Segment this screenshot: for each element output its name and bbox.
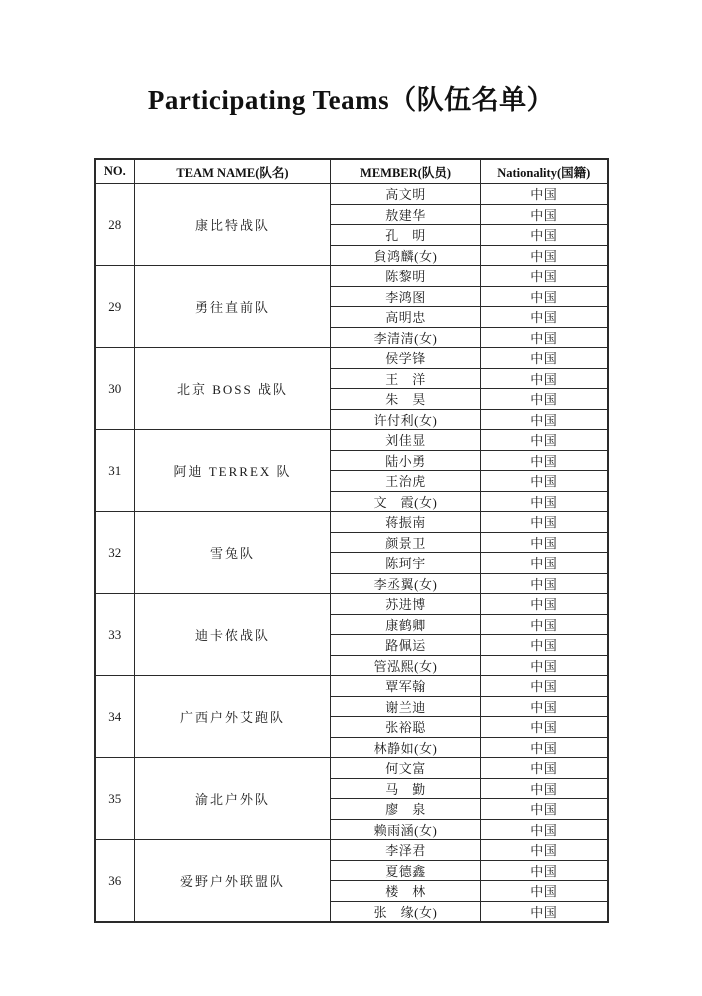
nationality-cell: 中国 [481, 266, 608, 287]
member-row [95, 840, 608, 861]
team-name-cell: 阿迪 TERREX 队 [135, 430, 331, 512]
team-name-cell: 广西户外艾跑队 [135, 676, 331, 758]
team-name-cell: 康比特战队 [135, 184, 331, 266]
team-number-cell: 34 [95, 676, 135, 758]
nationality-cell: 中国 [481, 860, 608, 881]
member-name-cell: 颜景卫 [331, 532, 481, 553]
nationality-cell: 中国 [481, 532, 608, 553]
member-name-cell: 谢兰迪 [331, 696, 481, 717]
member-name-cell: 管泓熙(女) [331, 655, 481, 676]
member-name-cell: 陈珂宇 [331, 553, 481, 574]
team-number-cell: 32 [95, 512, 135, 594]
member-name-cell: 王治虎 [331, 471, 481, 492]
member-name-cell: 许付利(女) [331, 409, 481, 430]
nationality-cell: 中国 [481, 430, 608, 451]
team-number-cell: 35 [95, 758, 135, 840]
nationality-cell: 中国 [481, 225, 608, 246]
table-body [95, 184, 608, 923]
nationality-cell: 中国 [481, 819, 608, 840]
member-name-cell: 夏德鑫 [331, 860, 481, 881]
member-name-cell: 侯学锋 [331, 348, 481, 369]
member-name-cell: 赖雨涵(女) [331, 819, 481, 840]
member-name-cell: 刘佳显 [331, 430, 481, 451]
team-name-cell: 迪卡侬战队 [135, 594, 331, 676]
nationality-cell: 中国 [481, 389, 608, 410]
team-name-cell: 爱野户外联盟队 [135, 840, 331, 923]
member-name-cell: 张 缘(女) [331, 901, 481, 922]
nationality-cell: 中国 [481, 245, 608, 266]
nationality-cell: 中国 [481, 327, 608, 348]
nationality-cell: 中国 [481, 758, 608, 779]
nationality-cell: 中国 [481, 840, 608, 861]
team-number-cell: 33 [95, 594, 135, 676]
nationality-cell: 中国 [481, 901, 608, 922]
member-name-cell: 朱 昊 [331, 389, 481, 410]
member-name-cell: 路佩运 [331, 635, 481, 656]
team-number-cell: 36 [95, 840, 135, 923]
nationality-cell: 中国 [481, 512, 608, 533]
team-name-cell: 勇往直前队 [135, 266, 331, 348]
member-name-cell: 何文富 [331, 758, 481, 779]
table-header-row [95, 159, 608, 184]
nationality-cell: 中国 [481, 286, 608, 307]
member-name-cell: 楼 林 [331, 881, 481, 902]
member-name-cell: 廖 泉 [331, 799, 481, 820]
member-name-cell: 蒋振南 [331, 512, 481, 533]
member-name-cell: 李泽君 [331, 840, 481, 861]
team-name-cell: 渝北户外队 [135, 758, 331, 840]
nationality-cell: 中国 [481, 491, 608, 512]
nationality-cell: 中国 [481, 204, 608, 225]
member-name-cell: 李鸿图 [331, 286, 481, 307]
member-row [95, 594, 608, 615]
nationality-cell: 中国 [481, 717, 608, 738]
team-number-cell: 28 [95, 184, 135, 266]
nationality-cell: 中国 [481, 553, 608, 574]
member-row [95, 348, 608, 369]
nationality-cell: 中国 [481, 676, 608, 697]
nationality-cell: 中国 [481, 573, 608, 594]
nationality-cell: 中国 [481, 635, 608, 656]
team-name-cell: 北京 BOSS 战队 [135, 348, 331, 430]
team-name-cell: 雪兔队 [135, 512, 331, 594]
team-number-cell: 31 [95, 430, 135, 512]
member-name-cell: 李清清(女) [331, 327, 481, 348]
member-row [95, 512, 608, 533]
nationality-cell: 中国 [481, 471, 608, 492]
nationality-cell: 中国 [481, 778, 608, 799]
member-name-cell: 林静如(女) [331, 737, 481, 758]
nationality-cell: 中国 [481, 450, 608, 471]
member-row [95, 758, 608, 779]
nationality-cell: 中国 [481, 368, 608, 389]
member-name-cell: 马 勤 [331, 778, 481, 799]
member-name-cell: 孔 明 [331, 225, 481, 246]
nationality-cell: 中国 [481, 307, 608, 328]
team-number-cell: 29 [95, 266, 135, 348]
member-name-cell: 文 霞(女) [331, 491, 481, 512]
member-row [95, 266, 608, 287]
member-name-cell: 高文明 [331, 184, 481, 205]
nationality-cell: 中国 [481, 348, 608, 369]
header-team-name: TEAM NAME(队名) [135, 159, 331, 184]
member-name-cell: 貟鸿麟(女) [331, 245, 481, 266]
nationality-cell: 中国 [481, 881, 608, 902]
nationality-cell: 中国 [481, 614, 608, 635]
header-no: NO. [95, 159, 135, 184]
member-name-cell: 康鹤卿 [331, 614, 481, 635]
member-name-cell: 覃军翰 [331, 676, 481, 697]
member-name-cell: 陈黎明 [331, 266, 481, 287]
member-row [95, 184, 608, 205]
member-name-cell: 陆小勇 [331, 450, 481, 471]
member-name-cell: 李丞翼(女) [331, 573, 481, 594]
nationality-cell: 中国 [481, 799, 608, 820]
nationality-cell: 中国 [481, 655, 608, 676]
header-nationality: Nationality(国籍) [481, 159, 608, 184]
member-row [95, 676, 608, 697]
team-number-cell: 30 [95, 348, 135, 430]
member-row [95, 430, 608, 451]
nationality-cell: 中国 [481, 409, 608, 430]
nationality-cell: 中国 [481, 696, 608, 717]
member-name-cell: 苏进博 [331, 594, 481, 615]
nationality-cell: 中国 [481, 737, 608, 758]
member-name-cell: 敖建华 [331, 204, 481, 225]
member-name-cell: 张裕聪 [331, 717, 481, 738]
member-name-cell: 王 洋 [331, 368, 481, 389]
nationality-cell: 中国 [481, 594, 608, 615]
nationality-cell: 中国 [481, 184, 608, 205]
participating-teams-table [94, 158, 609, 923]
member-name-cell: 高明忠 [331, 307, 481, 328]
page-title: Participating Teams（队伍名单） [147, 85, 555, 115]
header-member: MEMBER(队员) [331, 159, 481, 184]
